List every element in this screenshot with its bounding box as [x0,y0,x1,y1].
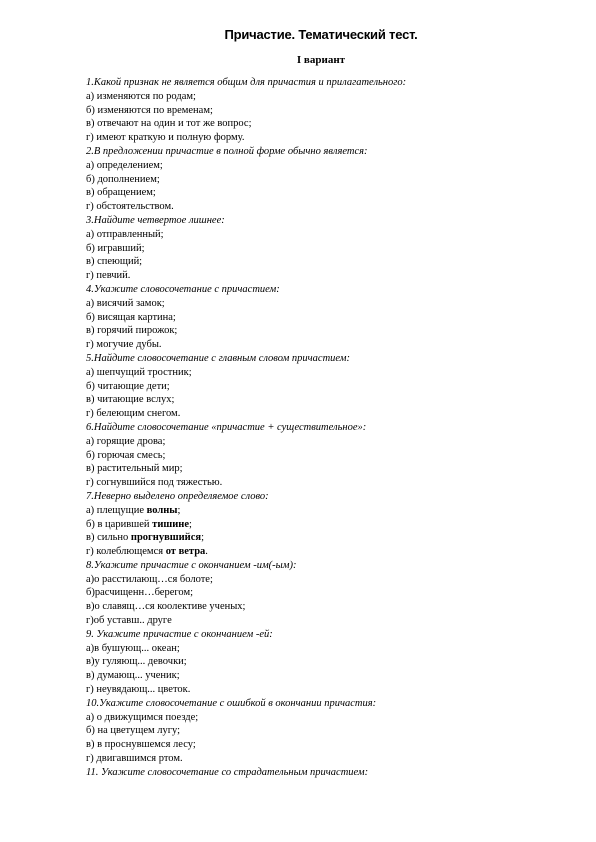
answer-option-suffix: . [205,546,208,558]
question-block [86,490,556,559]
question-block [86,214,556,283]
question-title: 1.Какой признак не является общим для причастия и прилагательного: [86,77,407,88]
answer-option [86,255,556,269]
answer-option [86,173,556,187]
answer-option [86,228,556,242]
answer-option [86,545,556,559]
answer-option [86,90,556,104]
answer-option-text: а) изменяются по родам; [86,90,196,102]
answer-option-text: г) неувядающ... цветок. [86,684,191,696]
answer-option-text: г)об уставш.. друге [86,615,172,627]
answer-option [86,131,556,145]
answer-option [86,669,556,683]
answer-option-text: а) отправленный; [86,228,164,240]
answer-option-text: б) на цветущем лугу; [86,725,181,737]
answer-option [86,504,556,518]
answer-option [86,724,556,738]
answer-option [86,338,556,352]
highlighted-word: от ветра [165,546,206,558]
answer-option-text: г) имеют краткую и полную форму. [86,132,245,144]
question-block [86,697,556,766]
answer-option [86,366,556,380]
answer-option-text: б) изменяются по временам; [86,104,213,116]
answer-option [86,380,556,394]
variant-heading: I вариант [296,54,346,66]
answer-option-text: г) могучие дубы. [86,339,162,351]
answer-option-suffix: ; [177,504,181,516]
answer-option-text: а) о движущимся поезде; [86,711,199,723]
answer-option-text: а)о расстилающ…ся болоте; [86,573,213,585]
answer-option-text: г) белеющим снегом. [86,408,181,420]
question-title: 2.В предложении причастие в полной форме обычно является: [86,145,368,157]
answer-option-text: б) игравший; [86,242,145,254]
answer-option-text: б)расчищенн…берегом; [86,587,194,599]
answer-option-text: в) обращением; [86,187,156,199]
answer-option [86,614,556,628]
question-block [86,628,556,697]
answer-option [86,476,556,490]
question-title: 3.Найдите четвертое лишнее: [86,214,225,226]
answer-option-text: в) читающие вслух; [86,394,175,406]
answer-option [86,159,556,173]
question-block [86,766,556,780]
answer-option [86,297,556,311]
question-title: 9. Укажите причастие с окончанием -ей: [86,628,273,640]
answer-option-text: в) спеющий; [86,256,143,268]
answer-option-suffix: ; [189,518,192,530]
answer-option [86,531,556,545]
answer-option-text: а) плещущие [86,504,147,516]
answer-option [86,642,556,656]
question-block [86,145,556,214]
answer-option-text: в) думающ... ученик; [86,670,180,682]
answer-option [86,752,556,766]
answer-option [86,393,556,407]
answer-option [86,324,556,338]
highlighted-word: прогнувшийся [130,532,202,544]
answer-option [86,462,556,476]
answer-option [86,586,556,600]
answer-option [86,738,556,752]
answer-option [86,117,556,131]
answer-option [86,407,556,421]
question-block [86,352,556,421]
answer-option-text: г) двигавшимся ртом. [86,753,183,765]
answer-option [86,242,556,256]
question-title: 5.Найдите словосочетание с главным словом причастием: [86,352,351,364]
answer-option [86,711,556,725]
answer-option-text: в) отвечают на один и тот же вопрос; [86,118,252,130]
answer-option [86,186,556,200]
answer-option-text: а) висячий замок; [86,297,165,309]
answer-option [86,600,556,614]
questions-list [86,76,556,780]
answer-option-text: а)в бушующ... океан; [86,642,180,654]
question-title: 4.Укажите словосочетание с причастием: [86,283,280,295]
answer-option-text: а) шепчущий тростник; [86,366,192,378]
answer-option-text: в)у гуляющ... девочки; [86,656,187,668]
answer-option-text: в)о славящ…ся коолективе ученых; [86,601,246,613]
answer-option-text: г) колеблющемся [86,546,166,558]
answer-option-text: б) дополнением; [86,173,160,185]
highlighted-word: тишине [152,518,189,530]
answer-option-text: в) горячий пирожок; [86,325,178,337]
answer-option-text: б) горючая смесь; [86,449,166,461]
answer-option [86,683,556,697]
document-title: Причастие. Тематический тест. [224,27,418,42]
answer-option-text: г) певчий. [86,270,131,282]
answer-option-text: б) читающие дети; [86,380,170,392]
answer-option-text: в) в проснувшемся лесу; [86,739,196,751]
question-block [86,559,556,628]
question-title: 8.Укажите причастие с окончанием -им(-ым): [86,559,297,571]
question-block [86,76,556,145]
question-block [86,421,556,490]
answer-option [86,655,556,669]
answer-option [86,311,556,325]
answer-option [86,573,556,587]
answer-option-suffix: ; [201,532,204,544]
answer-option-text: а) горящие дрова; [86,435,166,447]
question-title: 6.Найдите словосочетание «причастие + существительное»: [86,421,367,433]
answer-option-text: б) в царившей [86,518,153,530]
highlighted-word: волны [146,504,178,516]
question-title: 7.Неверно выделено определяемое слово: [86,490,269,502]
answer-option-text: в) растительный мир; [86,463,183,475]
answer-option-text: в) сильно [86,532,131,544]
question-title: 10.Укажите словосочетание с ошибкой в окончании причастия: [86,697,377,709]
answer-option [86,518,556,532]
answer-option [86,104,556,118]
answer-option [86,435,556,449]
question-title: 11. Укажите словосочетание со страдательным причастием: [86,766,369,778]
answer-option-text: а) определением; [86,159,163,171]
answer-option [86,269,556,283]
answer-option [86,200,556,214]
answer-option-text: г) согнувшийся под тяжестью. [86,477,223,489]
answer-option [86,449,556,463]
answer-option-text: б) висящая картина; [86,311,176,323]
question-block [86,283,556,352]
answer-option-text: г) обстоятельством. [86,201,174,213]
